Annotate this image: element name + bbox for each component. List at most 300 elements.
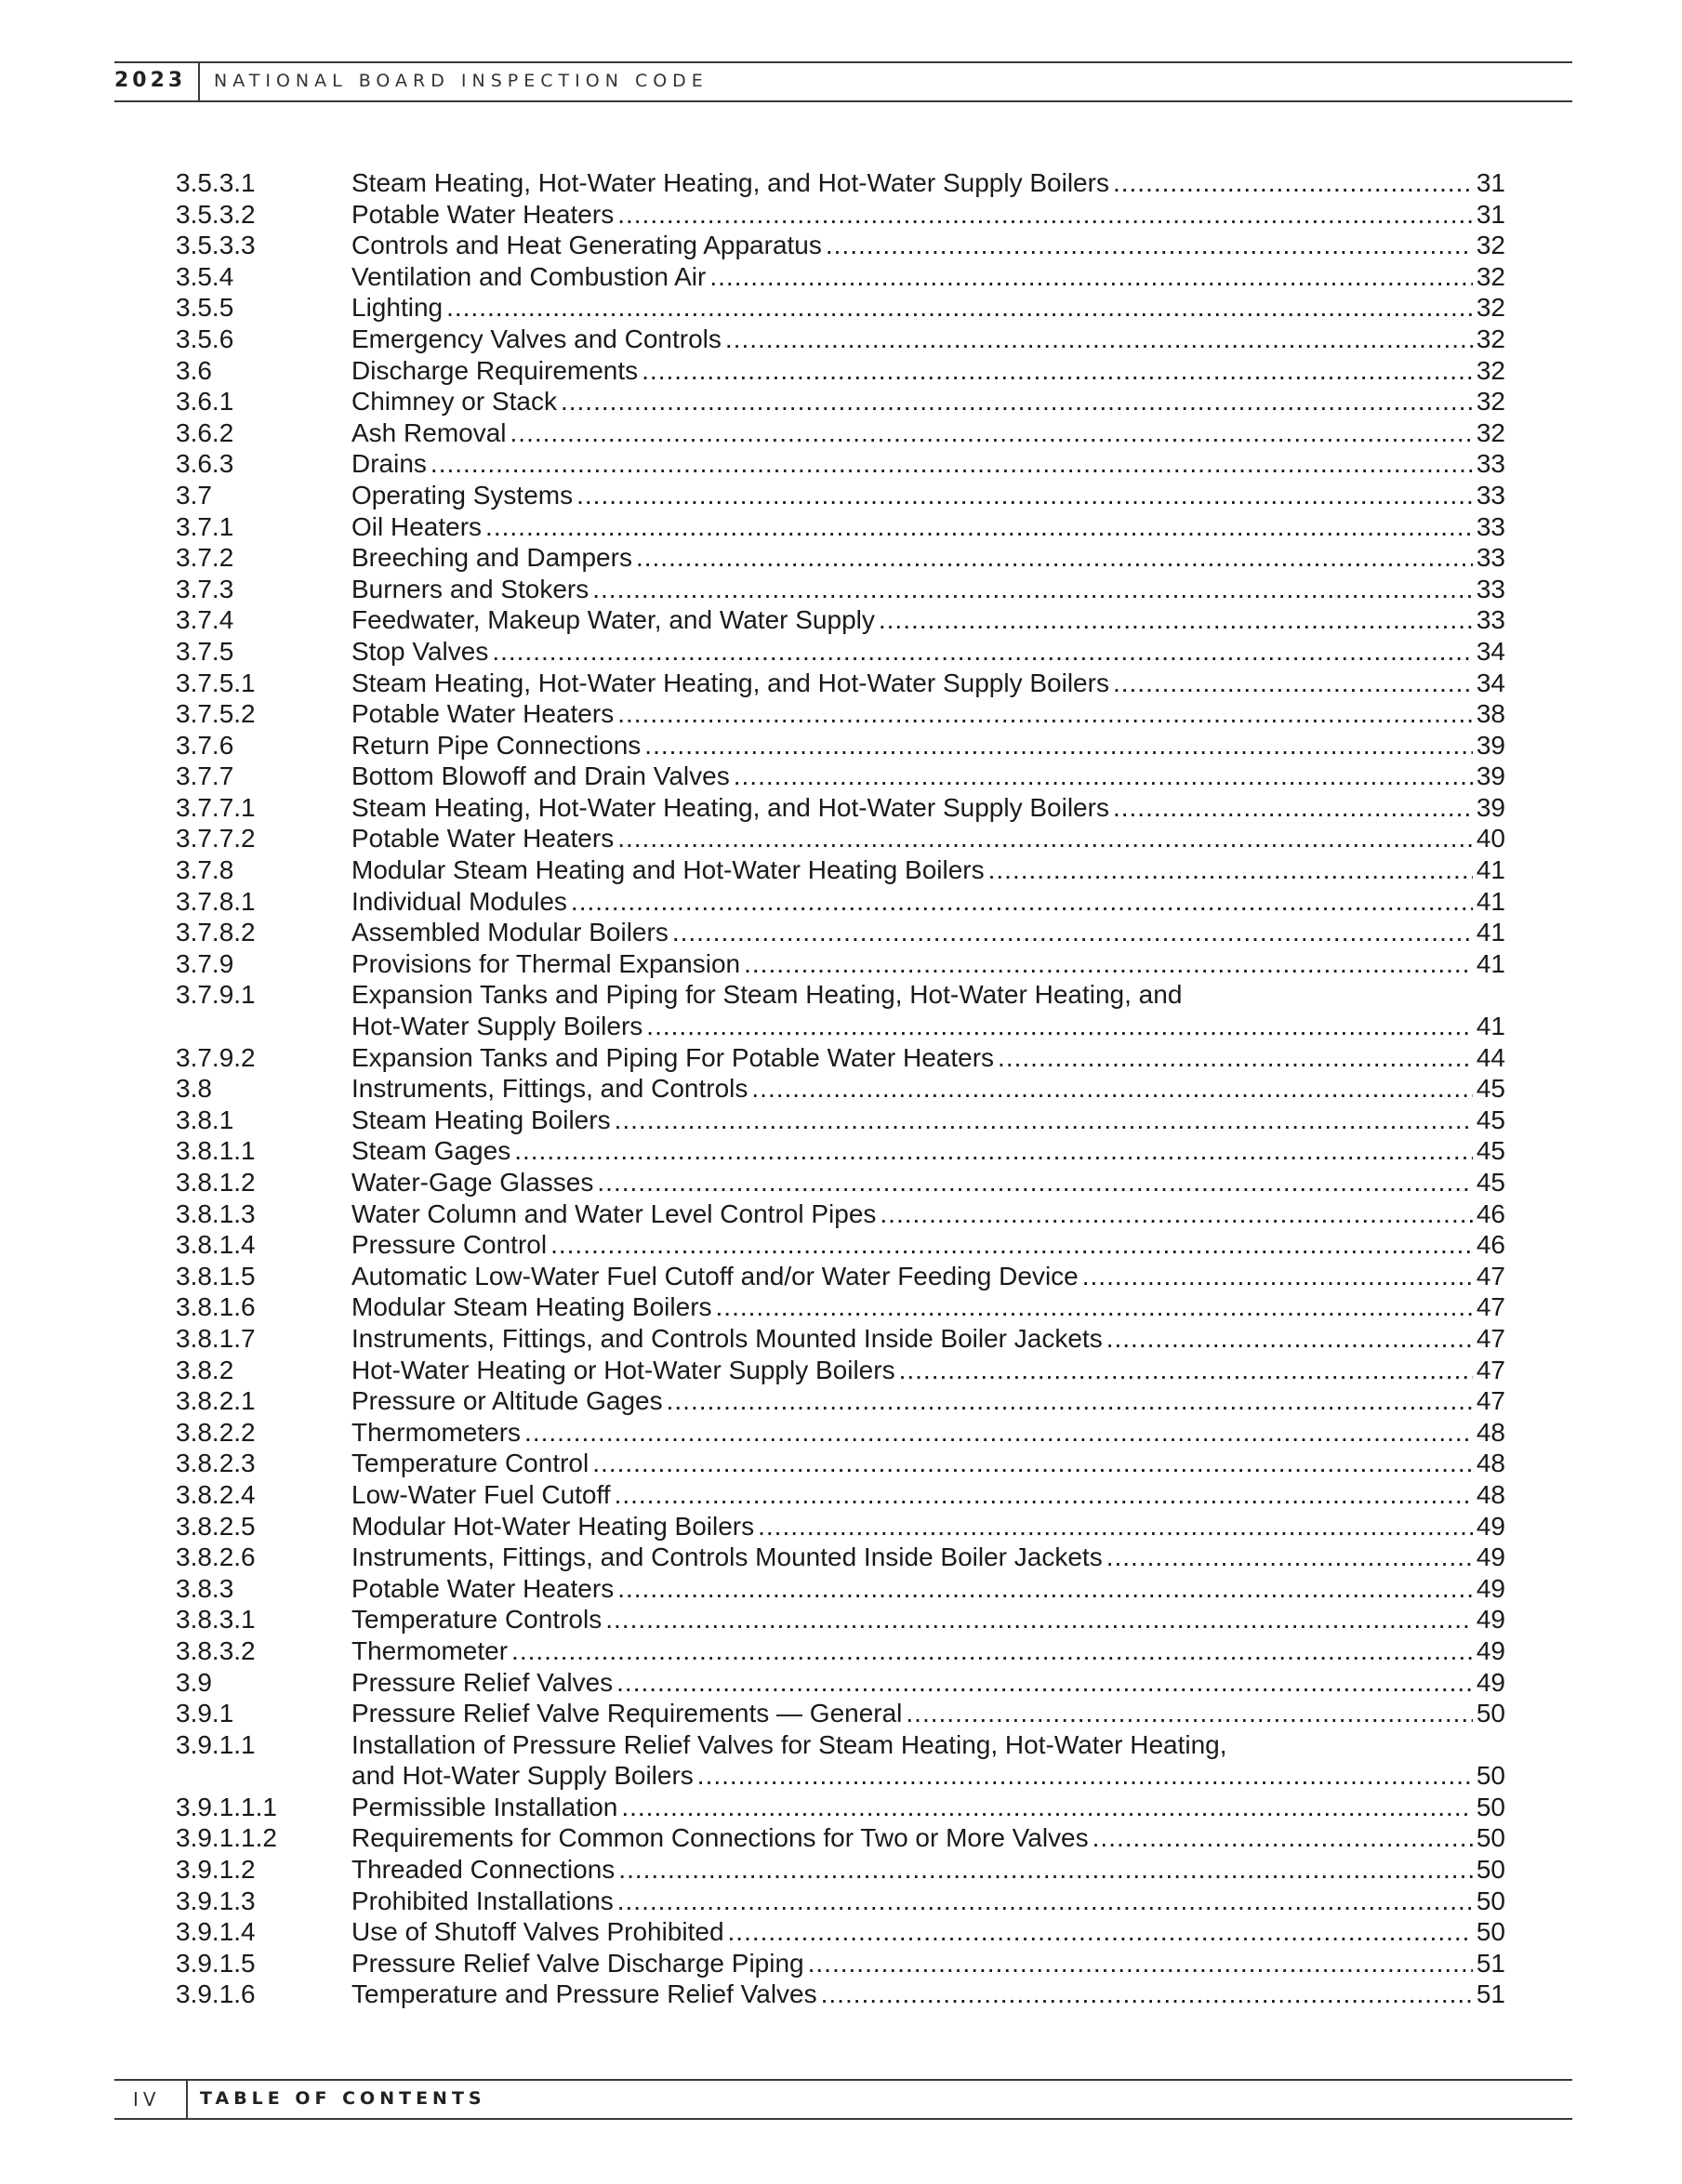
toc-entry[interactable]	[176, 511, 1505, 543]
toc-entry[interactable]	[176, 792, 1505, 824]
toc-entry-title-text: Lighting	[351, 293, 444, 323]
toc-entry-title-text: Potable Water Heaters	[351, 699, 615, 729]
toc-entry-number: 3.7.5	[176, 636, 234, 666]
dot-leader	[744, 948, 1473, 980]
toc-entry-title-text: Modular Steam Heating and Hot-Water Heating Boilers	[351, 855, 985, 885]
toc-entry-title	[351, 1448, 1505, 1479]
toc-entry-page: 33	[1476, 543, 1505, 573]
toc-entry-number: 3.5.3.1	[176, 168, 256, 197]
toc-entry-title	[351, 636, 1505, 668]
toc-entry-page: 45	[1476, 1168, 1505, 1197]
toc-entry-page: 45	[1476, 1074, 1505, 1104]
toc-entry-title	[351, 1542, 1505, 1573]
toc-entry-title	[351, 1135, 1505, 1167]
toc-entry-title-text: Steam Heating, Hot-Water Heating, and Hot-Water Supply Boilers	[351, 168, 1109, 197]
toc-entry-page: 46	[1476, 1198, 1505, 1228]
toc-entry-title-text: Instruments, Fittings, and Controls Mounted Inside Boiler Jackets	[351, 1323, 1103, 1353]
toc-entry-title-text: Oil Heaters	[351, 511, 483, 541]
toc-entry-title	[351, 1635, 1505, 1667]
footer-page-number: IV	[133, 2088, 161, 2111]
toc-entry-title-text: Threaded Connections	[351, 1855, 616, 1885]
toc-entry-title	[351, 1916, 1505, 1948]
toc-entry-number: 3.6.3	[176, 449, 234, 479]
dot-leader	[728, 1916, 1473, 1948]
toc-entry-number: 3.8.2.6	[176, 1542, 256, 1572]
toc-entry[interactable]	[176, 355, 1505, 387]
toc-entry-title	[351, 1511, 1505, 1542]
dot-leader	[998, 1042, 1473, 1074]
toc-entry-title-text: Pressure Relief Valve Discharge Piping	[351, 1948, 804, 1978]
toc-entry-page: 50	[1476, 1699, 1505, 1728]
dot-leader	[808, 1948, 1473, 1979]
toc-entry-title	[351, 668, 1505, 699]
toc-entry[interactable]	[176, 324, 1505, 355]
toc-entry-title-text: Discharge Requirements	[351, 355, 639, 385]
dot-leader	[561, 386, 1473, 417]
toc-entry-number: 3.9.1.4	[176, 1917, 256, 1947]
toc-entry-number: 3.9.1.1	[176, 1729, 256, 1759]
toc-entry[interactable]	[176, 542, 1505, 574]
toc-entry-page: 50	[1476, 1855, 1505, 1885]
dot-leader	[709, 261, 1472, 293]
toc-entry-title	[351, 1355, 1505, 1386]
toc-entry-number: 3.9.1.6	[176, 1979, 256, 2009]
toc-entry-page: 31	[1476, 199, 1505, 229]
toc-entry[interactable]	[176, 480, 1505, 511]
toc-entry-page: 46	[1476, 1230, 1505, 1260]
toc-entry[interactable]	[176, 1979, 1505, 2010]
toc-entry-title-text: Potable Water Heaters	[351, 199, 615, 229]
toc-entry-page: 48	[1476, 1417, 1505, 1447]
toc-entry-page: 33	[1476, 511, 1505, 541]
toc-entry-page: 50	[1476, 1792, 1505, 1821]
toc-entry-page: 48	[1476, 1479, 1505, 1509]
toc-entry-title	[351, 1198, 1505, 1230]
toc-entry-number: 3.7.7.1	[176, 792, 256, 822]
toc-entry-title	[351, 948, 1505, 980]
toc-entry[interactable]	[176, 948, 1505, 980]
toc-entry-title	[351, 1854, 1505, 1886]
dot-leader	[716, 1291, 1473, 1323]
toc-entry-page: 32	[1476, 387, 1505, 417]
dot-leader	[1106, 1323, 1473, 1355]
dot-leader	[644, 730, 1473, 761]
dot-leader	[826, 230, 1473, 261]
toc-entry-title-text: Hot-Water Heating or Hot-Water Supply Boilers	[351, 1355, 895, 1384]
toc-entry[interactable]	[176, 1635, 1505, 1667]
toc-entry[interactable]	[176, 1198, 1505, 1230]
toc-entry[interactable]	[176, 1105, 1505, 1136]
toc-entry-number: 3.8.1.4	[176, 1230, 256, 1260]
dot-leader	[617, 823, 1473, 854]
toc-entry-page: 33	[1476, 480, 1505, 510]
toc-entry-title	[351, 854, 1505, 886]
toc-entry-title-text: Individual Modules	[351, 886, 567, 916]
toc-entry-number: 3.8.3	[176, 1573, 234, 1603]
toc-entry-title-text: Steam Heating, Hot-Water Heating, and Hot-Water Supply Boilers	[351, 792, 1109, 822]
toc-entry-title	[351, 1417, 1505, 1449]
toc-entry-title	[351, 417, 1505, 449]
toc-entry-title	[351, 1042, 1505, 1074]
toc-entry-number: 3.8.2.1	[176, 1386, 256, 1416]
toc-entry-title-text: Bottom Blowoff and Drain Valves	[351, 761, 730, 791]
toc-entry-number: 3.7.6	[176, 730, 234, 760]
toc-entry[interactable]	[176, 823, 1505, 854]
toc-entry[interactable]	[176, 1167, 1505, 1198]
toc-entry-page: 49	[1476, 1605, 1505, 1635]
toc-entry[interactable]	[176, 917, 1505, 948]
toc-entry-page: 41	[1476, 886, 1505, 916]
toc-entry-number: 3.7.2	[176, 543, 234, 573]
toc-entry[interactable]	[176, 1261, 1505, 1292]
toc-entry-title-text: Thermometer	[351, 1635, 509, 1665]
dot-leader	[615, 1479, 1473, 1511]
toc-entry-number: 3.6.1	[176, 387, 234, 417]
toc-entry[interactable]	[176, 1542, 1505, 1573]
toc-entry-number: 3.9.1	[176, 1699, 234, 1728]
toc-entry-title	[351, 823, 1505, 854]
toc-entry-number: 3.7.7.2	[176, 824, 256, 854]
toc-entry-title-text: Hot-Water Supply Boilers	[351, 1012, 643, 1041]
toc-entry-number: 3.7.9	[176, 948, 234, 978]
toc-entry-title	[351, 480, 1505, 511]
toc-entry-page: 39	[1476, 792, 1505, 822]
toc-entry-title	[351, 1698, 1505, 1729]
toc-entry-number: 3.5.4	[176, 261, 234, 291]
toc-entry-number: 3.7.8.2	[176, 918, 256, 947]
toc-entry-title-text: Feedwater, Makeup Water, and Water Supply	[351, 605, 875, 635]
toc-entry-title	[351, 1604, 1505, 1635]
toc-entry-page: 44	[1476, 1042, 1505, 1072]
toc-entry-title	[351, 230, 1505, 261]
dot-leader	[725, 324, 1473, 355]
dot-leader	[1093, 1822, 1473, 1854]
dot-leader	[605, 1604, 1473, 1635]
toc-entry-title-text: Stop Valves	[351, 636, 489, 666]
toc-entry-page: 51	[1476, 1979, 1505, 2009]
toc-entry-title-text: Modular Hot-Water Heating Boilers	[351, 1511, 755, 1541]
toc-entry-page: 49	[1476, 1635, 1505, 1665]
toc-entry[interactable]	[176, 199, 1505, 231]
toc-entry-number: 3.5.3.3	[176, 231, 256, 260]
toc-entry[interactable]	[176, 854, 1505, 886]
toc-entry-number: 3.6	[176, 355, 212, 385]
toc-entry-page: 47	[1476, 1355, 1505, 1384]
toc-entry-page: 34	[1476, 668, 1505, 697]
footer-top-rule	[114, 2079, 1572, 2081]
toc-entry-title	[351, 698, 1505, 730]
toc-entry[interactable]	[176, 1323, 1505, 1355]
dot-leader	[617, 199, 1473, 231]
toc-entry-title	[351, 1291, 1505, 1323]
toc-entry-page: 38	[1476, 699, 1505, 729]
toc-entry-page: 50	[1476, 1823, 1505, 1853]
toc-entry-title	[351, 199, 1505, 231]
toc-entry-page: 32	[1476, 261, 1505, 291]
toc-entry[interactable]	[176, 1042, 1505, 1074]
toc-entry[interactable]	[176, 1854, 1505, 1886]
toc-entry-title-text: Steam Gages	[351, 1136, 511, 1166]
toc-entry-title-text: Modular Steam Heating Boilers	[351, 1292, 712, 1322]
toc-entry-number: 3.8.1.5	[176, 1261, 256, 1291]
toc-entry-title	[351, 1229, 1505, 1261]
toc-entry-title-text: Instruments, Fittings, and Controls Mounted Inside Boiler Jackets	[351, 1542, 1103, 1572]
toc-entry-number: 3.7	[176, 480, 212, 510]
toc-entry[interactable]	[176, 448, 1505, 480]
toc-entry-page: 49	[1476, 1667, 1505, 1697]
toc-entry[interactable]	[176, 574, 1505, 605]
toc-entry-number: 3.9.1.5	[176, 1948, 256, 1978]
toc-entry[interactable]	[176, 636, 1505, 668]
dot-leader	[592, 574, 1473, 605]
toc-entry[interactable]	[176, 167, 1505, 199]
toc-entry-number: 3.8.2.3	[176, 1449, 256, 1478]
toc-entry-page: 33	[1476, 449, 1505, 479]
dot-leader	[1113, 668, 1473, 699]
toc-entry-title-text: Pressure Relief Valves	[351, 1667, 614, 1697]
toc-entry-title-text: Drains	[351, 449, 427, 479]
toc-entry-title	[351, 511, 1505, 543]
dot-leader	[524, 1417, 1473, 1449]
toc-entry[interactable]	[176, 1604, 1505, 1635]
toc-entry[interactable]	[176, 604, 1505, 636]
toc-entry-page: 48	[1476, 1449, 1505, 1478]
toc-entry-number: 3.7.5.1	[176, 668, 256, 697]
toc-entry-number: 3.7.1	[176, 511, 234, 541]
toc-entry-title-text: Assembled Modular Boilers	[351, 918, 669, 947]
toc-entry-page: 50	[1476, 1886, 1505, 1915]
toc-entry[interactable]	[176, 1229, 1505, 1261]
toc-entry-page: 39	[1476, 730, 1505, 760]
footer-label: TABLE OF CONTENTS	[200, 2088, 486, 2109]
toc-entry-page: 40	[1476, 824, 1505, 854]
toc-entry-page: 50	[1476, 1761, 1505, 1791]
toc-entry-title-text: Low-Water Fuel Cutoff	[351, 1479, 611, 1509]
dot-leader	[758, 1511, 1473, 1542]
toc-entry-number: 3.9	[176, 1667, 212, 1697]
toc-entry-page: 32	[1476, 417, 1505, 447]
dot-leader	[616, 1667, 1473, 1699]
dot-leader	[751, 1073, 1472, 1105]
toc-entry-page: 33	[1476, 574, 1505, 603]
toc-entry-title	[351, 917, 1505, 948]
toc-entry-title	[351, 1105, 1505, 1136]
dot-leader	[667, 1385, 1473, 1417]
dot-leader	[514, 1135, 1473, 1167]
dot-leader	[492, 636, 1473, 668]
toc-entry-number: 3.7.4	[176, 605, 234, 635]
footer-bottom-rule	[114, 2118, 1572, 2120]
toc-entry-title	[351, 1729, 1505, 1792]
toc-entry-title	[351, 1822, 1505, 1854]
toc-entry-number: 3.5.5	[176, 293, 234, 323]
toc-entry-page: 41	[1476, 855, 1505, 885]
toc-entry-title	[351, 355, 1505, 387]
toc-entry[interactable]	[176, 1511, 1505, 1542]
toc-entry-title	[351, 386, 1505, 417]
dot-leader	[485, 511, 1473, 543]
toc-entry-title	[351, 792, 1505, 824]
toc-entry-page: 32	[1476, 293, 1505, 323]
toc-entry-number: 3.7.8.1	[176, 886, 256, 916]
toc-entry-number: 3.8.1	[176, 1105, 234, 1134]
dot-leader	[1106, 1542, 1473, 1573]
toc-entry[interactable]	[176, 761, 1505, 792]
toc-entry-title-text: Potable Water Heaters	[351, 1573, 615, 1603]
toc-entry-number: 3.7.7	[176, 761, 234, 791]
toc-entry[interactable]	[176, 1073, 1505, 1105]
dot-leader	[597, 1167, 1472, 1198]
toc-entry-number: 3.5.6	[176, 324, 234, 353]
dot-leader	[430, 448, 1473, 480]
toc-entry[interactable]	[176, 886, 1505, 918]
toc-entry-number: 3.8.1.2	[176, 1168, 256, 1197]
toc-entry-title	[351, 542, 1505, 574]
toc-entry-title	[351, 1573, 1505, 1605]
toc-entry[interactable]	[176, 386, 1505, 417]
toc-entry-page: 32	[1476, 324, 1505, 353]
toc-entry-title-text: Temperature and Pressure Relief Valves	[351, 1979, 817, 2009]
toc-entry-title	[351, 1385, 1505, 1417]
toc-entry-title	[351, 1667, 1505, 1699]
toc-entry-number: 3.8.3.2	[176, 1635, 256, 1665]
toc-entry-title-text: Temperature Control	[351, 1449, 589, 1478]
header-top-rule	[114, 61, 1572, 63]
toc-entry[interactable]	[176, 292, 1505, 324]
toc-entry-title-text: Permissible Installation	[351, 1792, 618, 1821]
dot-leader	[617, 1886, 1473, 1917]
toc-entry[interactable]	[176, 1886, 1505, 1917]
toc-entry-title-text: Steam Heating, Hot-Water Heating, and Hot-Water Supply Boilers	[351, 668, 1109, 697]
toc-entry[interactable]	[176, 979, 1505, 1041]
toc-entry[interactable]	[176, 1792, 1505, 1823]
toc-entry-number: 3.8.1.7	[176, 1323, 256, 1353]
toc-entry[interactable]	[176, 1916, 1505, 1948]
toc-entry-title	[351, 1792, 1505, 1823]
toc-entry-title	[351, 1479, 1505, 1511]
toc-entry-title-text: Temperature Controls	[351, 1605, 603, 1635]
toc-entry[interactable]	[176, 1291, 1505, 1323]
dot-leader	[550, 1229, 1473, 1261]
dot-leader	[615, 1105, 1473, 1136]
dot-leader	[988, 854, 1473, 886]
toc-entry-title	[351, 730, 1505, 761]
toc-entry-title	[351, 979, 1505, 1041]
toc-entry-number: 3.8.3.1	[176, 1605, 256, 1635]
toc-entry-title-text: Operating Systems	[351, 480, 574, 510]
toc-entry[interactable]	[176, 1448, 1505, 1479]
toc-entry[interactable]	[176, 1479, 1505, 1511]
toc-entry-number: 3.8.2.2	[176, 1417, 256, 1447]
toc-entry-title-text: Instruments, Fittings, and Controls	[351, 1074, 748, 1104]
toc-entry-title	[351, 261, 1505, 293]
toc-entry-title	[351, 324, 1505, 355]
dot-leader	[636, 542, 1473, 574]
toc-entry-title-text: Water-Gage Glasses	[351, 1168, 594, 1197]
dot-leader	[697, 1760, 1473, 1792]
dot-leader	[642, 355, 1473, 387]
toc-entry-number: 3.5.3.2	[176, 199, 256, 229]
toc-entry-page: 45	[1476, 1136, 1505, 1166]
dot-leader	[618, 1854, 1473, 1886]
dot-leader	[880, 1198, 1472, 1230]
toc-entry-title-text: Steam Heating Boilers	[351, 1105, 611, 1134]
toc-entry[interactable]	[176, 261, 1505, 293]
toc-entry[interactable]	[176, 1573, 1505, 1605]
toc-entry[interactable]	[176, 1729, 1505, 1792]
toc-entry-title-text: Controls and Heat Generating Apparatus	[351, 231, 822, 260]
toc-entry[interactable]	[176, 1822, 1505, 1854]
toc-entry[interactable]	[176, 1948, 1505, 1979]
dot-leader	[446, 292, 1473, 324]
toc-entry[interactable]	[176, 668, 1505, 699]
toc-entry-title-text: Ash Removal	[351, 417, 507, 447]
toc-entry-title	[351, 1886, 1505, 1917]
toc-entry-number: 3.9.1.1.2	[176, 1823, 277, 1853]
toc-entry-title	[351, 1979, 1505, 2010]
toc-entry-title-line1: Expansion Tanks and Piping for Steam Heating, Hot-Water Heating, and	[351, 980, 1183, 1010]
toc-entry-title-text: Expansion Tanks and Piping For Potable Water Heaters	[351, 1042, 995, 1072]
toc-entry[interactable]	[176, 230, 1505, 261]
toc-entry-number: 3.8.2.4	[176, 1479, 256, 1509]
toc-entry-title-text: Potable Water Heaters	[351, 824, 615, 854]
dot-leader	[734, 761, 1473, 792]
toc-entry-title	[351, 574, 1505, 605]
toc-entry[interactable]	[176, 417, 1505, 449]
header-title: NATIONAL BOARD INSPECTION CODE	[214, 71, 709, 91]
toc-entry[interactable]	[176, 1385, 1505, 1417]
dot-leader	[1113, 792, 1473, 824]
toc-entry-title-text: Prohibited Installations	[351, 1886, 614, 1915]
toc-entry[interactable]	[176, 1667, 1505, 1699]
toc-entry[interactable]	[176, 1417, 1505, 1449]
dot-leader	[511, 1635, 1473, 1667]
toc-entry-page: 34	[1476, 636, 1505, 666]
toc-entry-number: 3.8.1.1	[176, 1136, 256, 1166]
toc-entry[interactable]	[176, 730, 1505, 761]
toc-entry[interactable]	[176, 1698, 1505, 1729]
toc-entry-number: 3.8	[176, 1074, 212, 1104]
toc-entry-page: 32	[1476, 231, 1505, 260]
toc-entry-page: 51	[1476, 1948, 1505, 1978]
toc-entry-page: 49	[1476, 1573, 1505, 1603]
toc-entry-title-text: Pressure or Altitude Gages	[351, 1386, 663, 1416]
dot-leader	[571, 886, 1473, 918]
dot-leader	[510, 417, 1473, 449]
toc-entry[interactable]	[176, 698, 1505, 730]
header-year: 2023	[114, 69, 187, 92]
toc-entry-title-text: Return Pipe Connections	[351, 730, 642, 760]
toc-entry-number: 3.8.1.3	[176, 1198, 256, 1228]
toc-entry-title-text: Automatic Low-Water Fuel Cutoff and/or Water Feeding Device	[351, 1261, 1079, 1291]
toc-entry-title-text: and Hot-Water Supply Boilers	[351, 1761, 694, 1791]
header-divider	[198, 61, 200, 100]
toc-entry-number: 3.9.1.1.1	[176, 1792, 277, 1821]
toc-entry-page: 47	[1476, 1386, 1505, 1416]
dot-leader	[576, 480, 1473, 511]
dot-leader	[899, 1355, 1473, 1386]
toc-entry-title	[351, 1167, 1505, 1198]
toc-entry-page: 41	[1476, 948, 1505, 978]
toc-entry[interactable]	[176, 1355, 1505, 1386]
toc-entry-title	[351, 167, 1505, 199]
toc-entry-title-text: Water Column and Water Level Control Pipes	[351, 1198, 877, 1228]
toc-entry-title-text: Pressure Control	[351, 1230, 548, 1260]
toc-entry[interactable]	[176, 1135, 1505, 1167]
toc-entry-title-text: Provisions for Thermal Expansion	[351, 948, 741, 978]
dot-leader	[879, 604, 1473, 636]
toc-entry-title	[351, 1073, 1505, 1105]
